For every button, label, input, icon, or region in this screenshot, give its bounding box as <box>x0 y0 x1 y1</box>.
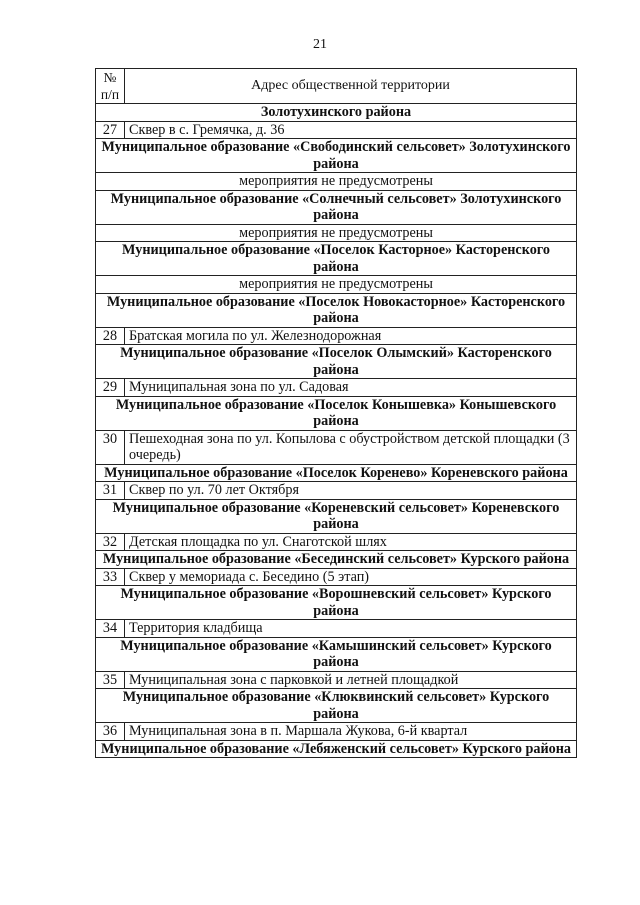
table-body <box>96 104 577 758</box>
row-address: Муниципальная зона в п. Маршала Жукова, 6-й квартал <box>125 723 577 741</box>
row-number: 31 <box>96 482 125 500</box>
municipality-heading: Муниципальное образование «Клюквинский сельсовет» Курского района <box>96 689 577 723</box>
municipality-heading: Муниципальное образование «Поселок Олымский» Касторенского района <box>96 345 577 379</box>
group-header-row <box>96 740 577 758</box>
group-header-row <box>96 139 577 173</box>
table-row <box>96 430 577 464</box>
header-address-label: Адрес общественной территории <box>251 77 450 93</box>
table-row <box>96 568 577 586</box>
municipality-heading: Муниципальное образование «Свободинский сельсовет» Золотухинского района <box>96 139 577 173</box>
row-address: Сквер в с. Гремячка, д. 36 <box>125 121 577 139</box>
table-row <box>96 620 577 638</box>
municipality-heading: Муниципальное образование «Лебяженский сельсовет» Курского района <box>96 740 577 758</box>
municipality-heading: Муниципальное образование «Солнечный сельсовет» Золотухинского района <box>96 190 577 224</box>
row-number: 35 <box>96 671 125 689</box>
municipality-heading: Муниципальное образование «Камышинский сельсовет» Курского района <box>96 637 577 671</box>
page-number: 21 <box>313 37 327 52</box>
group-header-row <box>96 551 577 569</box>
header-address-cell <box>125 69 577 104</box>
note-row <box>96 224 577 242</box>
table-row <box>96 671 577 689</box>
municipality-heading: Муниципальное образование «Поселок Новокасторное» Касторенского района <box>96 293 577 327</box>
municipality-heading: Муниципальное образование «Поселок Касторное» Касторенского района <box>96 242 577 276</box>
no-activities-note: мероприятия не предусмотрены <box>96 173 577 191</box>
group-header-row <box>96 396 577 430</box>
row-address: Детская площадка по ул. Снаготской шлях <box>125 533 577 551</box>
row-address: Муниципальная зона с парковкой и летней площадкой <box>125 671 577 689</box>
group-header-row <box>96 499 577 533</box>
row-number: 33 <box>96 568 125 586</box>
group-header-row <box>96 586 577 620</box>
row-address: Сквер по ул. 70 лет Октября <box>125 482 577 500</box>
row-number: 29 <box>96 379 125 397</box>
note-row <box>96 276 577 294</box>
row-number: 32 <box>96 533 125 551</box>
table-row <box>96 723 577 741</box>
group-header-row <box>96 464 577 482</box>
note-row <box>96 173 577 191</box>
header-number-label: № п/п <box>100 70 120 102</box>
table-row <box>96 533 577 551</box>
table-row <box>96 121 577 139</box>
row-number: 30 <box>96 430 125 464</box>
table-row <box>96 482 577 500</box>
no-activities-note: мероприятия не предусмотрены <box>96 224 577 242</box>
municipality-heading: Муниципальное образование «Поселок Коренево» Кореневского района <box>96 464 577 482</box>
group-header-row <box>96 242 577 276</box>
table-row <box>96 379 577 397</box>
group-header-row <box>96 293 577 327</box>
municipality-heading: Муниципальное образование «Ворошневский сельсовет» Курского района <box>96 586 577 620</box>
group-header-row <box>96 689 577 723</box>
municipality-heading: Муниципальное образование «Поселок Конышевка» Конышевского района <box>96 396 577 430</box>
municipality-heading: Муниципальное образование «Кореневский сельсовет» Кореневского района <box>96 499 577 533</box>
group-header-row <box>96 104 577 122</box>
row-number: 36 <box>96 723 125 741</box>
no-activities-note: мероприятия не предусмотрены <box>96 276 577 294</box>
group-header-row <box>96 190 577 224</box>
row-address: Пешеходная зона по ул. Копылова с обустройством детской площадки (3 очередь) <box>125 430 577 464</box>
row-number: 27 <box>96 121 125 139</box>
row-address: Муниципальная зона по ул. Садовая <box>125 379 577 397</box>
territory-table <box>95 68 577 758</box>
group-header-row <box>96 637 577 671</box>
table-row <box>96 327 577 345</box>
municipality-heading: Золотухинского района <box>96 104 577 122</box>
group-header-row <box>96 345 577 379</box>
header-number-cell <box>96 69 125 104</box>
municipality-heading: Муниципальное образование «Бесединский сельсовет» Курского района <box>96 551 577 569</box>
row-address: Территория кладбища <box>125 620 577 638</box>
row-number: 28 <box>96 327 125 345</box>
table-header-row <box>96 69 577 104</box>
row-address: Братская могила по ул. Железнодорожная <box>125 327 577 345</box>
row-number: 34 <box>96 620 125 638</box>
row-address: Сквер у мемориада с. Беседино (5 этап) <box>125 568 577 586</box>
